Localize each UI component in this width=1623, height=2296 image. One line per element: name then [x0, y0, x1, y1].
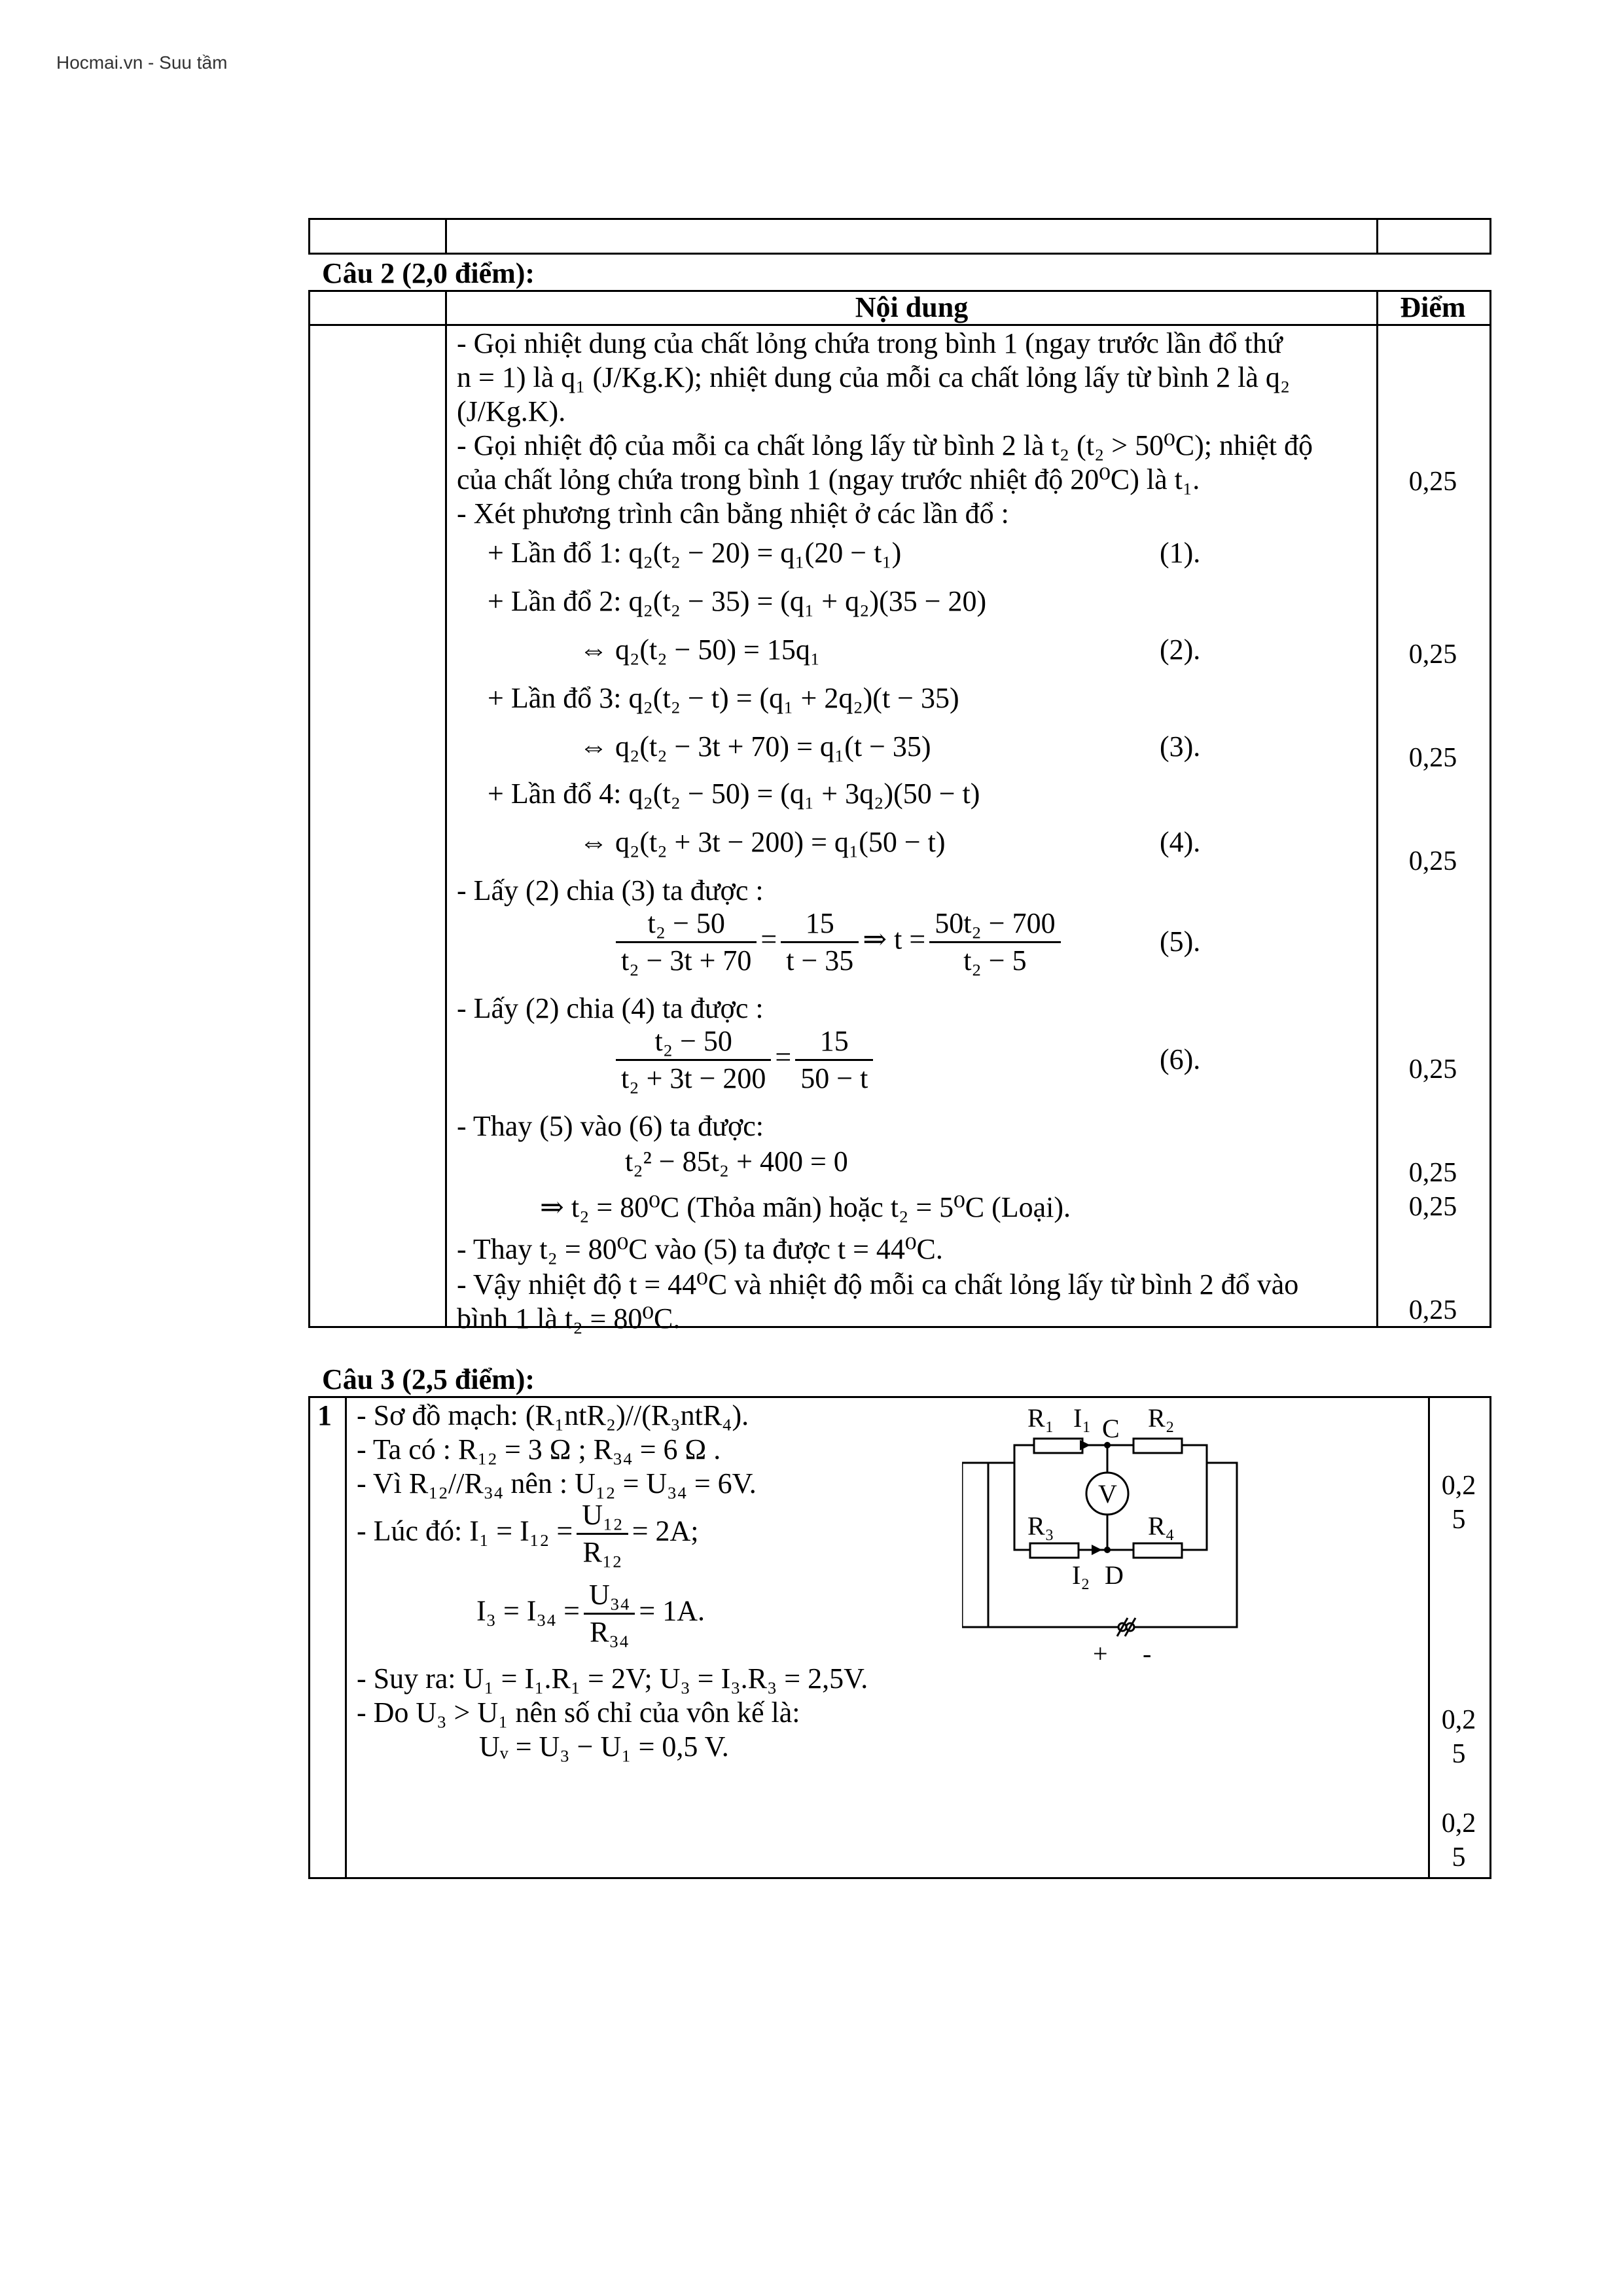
- fraction: $\frac{\text{t₂ − 50}}{\text{t₂ − 3t + 70}}$: [616, 906, 757, 978]
- q2-col-divider: [445, 290, 447, 1326]
- fraction-equation-6: $\frac{\text{t₂ − 50}}{\text{t₂ + 3t − 200}}$ = $\frac{15}{50 - t}$: [612, 1024, 877, 1096]
- q3-line: - Sơ đồ mạch: (R₁ntR₂)//(R₃ntR₄).: [357, 1399, 749, 1431]
- q3-line: - Do U₃ > U₁ nên số chỉ của vôn kế là:: [357, 1696, 800, 1729]
- q2-equation: + Lần đổ 3: q₂(t₂ − t) = (q₁ + 2q₂)(t − 35): [488, 682, 959, 714]
- circuit-wire: [1182, 1463, 1207, 1550]
- label-r2: R₂: [1148, 1403, 1175, 1433]
- top-table-divider: [445, 218, 447, 253]
- q2-line: - Gọi nhiệt độ của mỗi ca chất lỏng lấy từ bình 2 là t₂ (t₂ > 50⁰C); nhiệt độ: [457, 429, 1313, 461]
- q3-score: 0,2: [1441, 1808, 1476, 1839]
- q2-score: 0,25: [1408, 467, 1457, 497]
- resistor-r1: [1034, 1439, 1082, 1453]
- q2-line: - Xét phương trình cân bằng nhiệt ở các lần đổ :: [457, 497, 1009, 529]
- label-d: D: [1105, 1560, 1124, 1590]
- q3-line: - Vì R₁₂//R₃₄ nên : U₁₂ = U₃₄ = 6V.: [357, 1467, 757, 1499]
- label-i1: I₁: [1073, 1403, 1092, 1433]
- label-r4: R₄: [1148, 1511, 1175, 1541]
- q2-header-divider: [308, 324, 1489, 326]
- watermark: Hocmai.vn - Suu tầm: [56, 52, 228, 73]
- q2-equation: ⇔ q₂(t₂ + 3t − 200) = q₁(50 − t): [579, 826, 946, 858]
- q2-score: 0,25: [1408, 1192, 1457, 1222]
- eq-label-6: (6).: [1160, 1043, 1201, 1075]
- label-c: C: [1102, 1414, 1120, 1443]
- arrow-i2: [1092, 1545, 1102, 1555]
- q2-line: n = 1) là q₁ (J/Kg.K); nhiệt dung của mỗi ca chất lỏng lấy từ bình 2 là q₂: [457, 361, 1291, 393]
- resistor-r4: [1133, 1543, 1182, 1558]
- q2-score: 0,25: [1408, 846, 1457, 876]
- q3-line: - Suy ra: U₁ = I₁.R₁ = 2V; U₃ = I₃.R₃ = 2,5V.: [357, 1662, 868, 1695]
- top-table-divider: [1376, 218, 1378, 253]
- top-empty-table: [308, 218, 1491, 255]
- q3-col-divider: [345, 1396, 347, 1877]
- label-i2: I₂: [1072, 1560, 1090, 1590]
- eq-label-1: (1).: [1160, 537, 1201, 569]
- q3-col-divider: [1428, 1396, 1430, 1877]
- resistor-r3: [1030, 1543, 1079, 1558]
- q2-line: - Lấy (2) chia (3) ta được :: [457, 874, 764, 906]
- q3-row-number: 1: [317, 1399, 332, 1431]
- label-minus: -: [1143, 1639, 1152, 1668]
- eq-label-5: (5).: [1160, 925, 1201, 958]
- eq-label-2: (2).: [1160, 634, 1201, 666]
- q3-score: 0,2: [1441, 1705, 1476, 1735]
- label-r3: R₃: [1027, 1511, 1054, 1541]
- eq-label-4: (4).: [1160, 826, 1201, 858]
- circuit-wire: [962, 1463, 988, 1627]
- q3-score: 5: [1452, 1505, 1466, 1535]
- resistor-r2: [1133, 1439, 1182, 1453]
- fraction: $\frac{\text{t₂ − 50}}{\text{t₂ + 3t − 200}}$: [616, 1024, 771, 1096]
- q2-score: 0,25: [1408, 639, 1457, 670]
- label-r1: R₁: [1027, 1403, 1054, 1433]
- q2-equation: + Lần đổ 2: q₂(t₂ − 35) = (q₁ + q₂)(35 − 20): [488, 585, 987, 617]
- q3-current-i1: - Lúc đó: I₁ = I₁₂ = $\frac{\text{U₁₂}}{\text{R₁₂}}$ = 2A;: [357, 1498, 699, 1570]
- q2-line: - Thay (5) vào (6) ta được:: [457, 1110, 764, 1142]
- fraction: $\frac{15}{50 - t}$: [795, 1024, 873, 1096]
- arrow-i1: [1080, 1440, 1090, 1450]
- fraction: $\frac{\text{50t₂ − 700}}{\text{t₂ − 5}}$: [929, 906, 1060, 978]
- q3-score: 0,2: [1441, 1471, 1476, 1501]
- q2-line: - Gọi nhiệt dung của chất lỏng chứa trong bình 1 (ngay trước lần đổ thứ: [457, 327, 1283, 359]
- q2-col-score-header: Điểm: [1400, 291, 1466, 323]
- q3-line: - Ta có : R₁₂ = 3 Ω ; R₃₄ = 6 Ω .: [357, 1433, 721, 1465]
- q2-score: 0,25: [1408, 1158, 1457, 1188]
- fraction: $\frac{\text{U₃₄}}{\text{R₃₄}}$: [584, 1577, 635, 1650]
- fraction: $\frac{\text{U₁₂}}{\text{R₁₂}}$: [577, 1498, 628, 1570]
- node-d: [1104, 1547, 1111, 1553]
- q2-line: (J/Kg.K).: [457, 395, 566, 427]
- q3-score: 5: [1452, 1842, 1466, 1873]
- label-v: V: [1098, 1479, 1117, 1509]
- q2-equation: ⇒ t₂ = 80⁰C (Thỏa mãn) hoặc t₂ = 5⁰C (Loại).: [540, 1191, 1071, 1223]
- q2-line: - Vậy nhiệt độ t = 44⁰C và nhiệt độ mỗi ca chất lỏng lấy từ bình 2 đổ vào: [457, 1268, 1299, 1300]
- q2-equation: ⇔ q₂(t₂ − 3t + 70) = q₁(t − 35): [579, 730, 931, 762]
- q3-line: Uᵥ = U₃ − U₁ = 0,5 V.: [479, 1731, 729, 1763]
- fraction: $\frac{15}{t - 35}$: [781, 906, 859, 978]
- q2-line: - Lấy (2) chia (4) ta được :: [457, 992, 764, 1024]
- circuit-diagram: [962, 1401, 1270, 1682]
- q2-score: 0,25: [1408, 743, 1457, 773]
- label-plus: +: [1093, 1639, 1108, 1668]
- circuit-wire: [1014, 1445, 1034, 1463]
- q2-score: 0,25: [1408, 1054, 1457, 1085]
- q2-equation: ⇔ q₂(t₂ − 50) = 15q₁: [579, 634, 821, 666]
- q2-line: bình 1 là t₂ = 80⁰C.: [457, 1302, 681, 1335]
- q3-current-i3: I₃ = I₃₄ = $\frac{\text{U₃₄}}{\text{R₃₄}}$ = 1A.: [476, 1577, 705, 1650]
- q2-line: - Thay t₂ = 80⁰C vào (5) ta được t = 44⁰C.: [457, 1233, 943, 1265]
- fraction-equation-5: $\frac{\text{t₂ − 50}}{\text{t₂ − 3t + 70}}$ = $\frac{15}{t - 35}$ ⇒ t = $\frac{\text{50t₂ − 700}}{\text{t₂ − 5}}$: [612, 906, 1065, 978]
- eq-label-3: (3).: [1160, 730, 1201, 762]
- q2-equation: + Lần đổ 4: q₂(t₂ − 50) = (q₁ + 3q₂)(50 − t): [488, 778, 980, 810]
- q2-equation: t₂² − 85t₂ + 400 = 0: [625, 1145, 848, 1177]
- q2-col-content-header: Nội dung: [855, 291, 969, 323]
- q3-score: 5: [1452, 1739, 1466, 1769]
- q3-title: Câu 3 (2,5 điểm):: [322, 1363, 535, 1395]
- q2-score: 0,25: [1408, 1295, 1457, 1325]
- q2-equation: + Lần đổ 1: q₂(t₂ − 20) = q₁(20 − t₁): [488, 537, 902, 569]
- q2-title: Câu 2 (2,0 điểm):: [322, 257, 535, 289]
- q2-line: của chất lỏng chứa trong bình 1 (ngay trước nhiệt độ 20⁰C) là t₁.: [457, 463, 1200, 495]
